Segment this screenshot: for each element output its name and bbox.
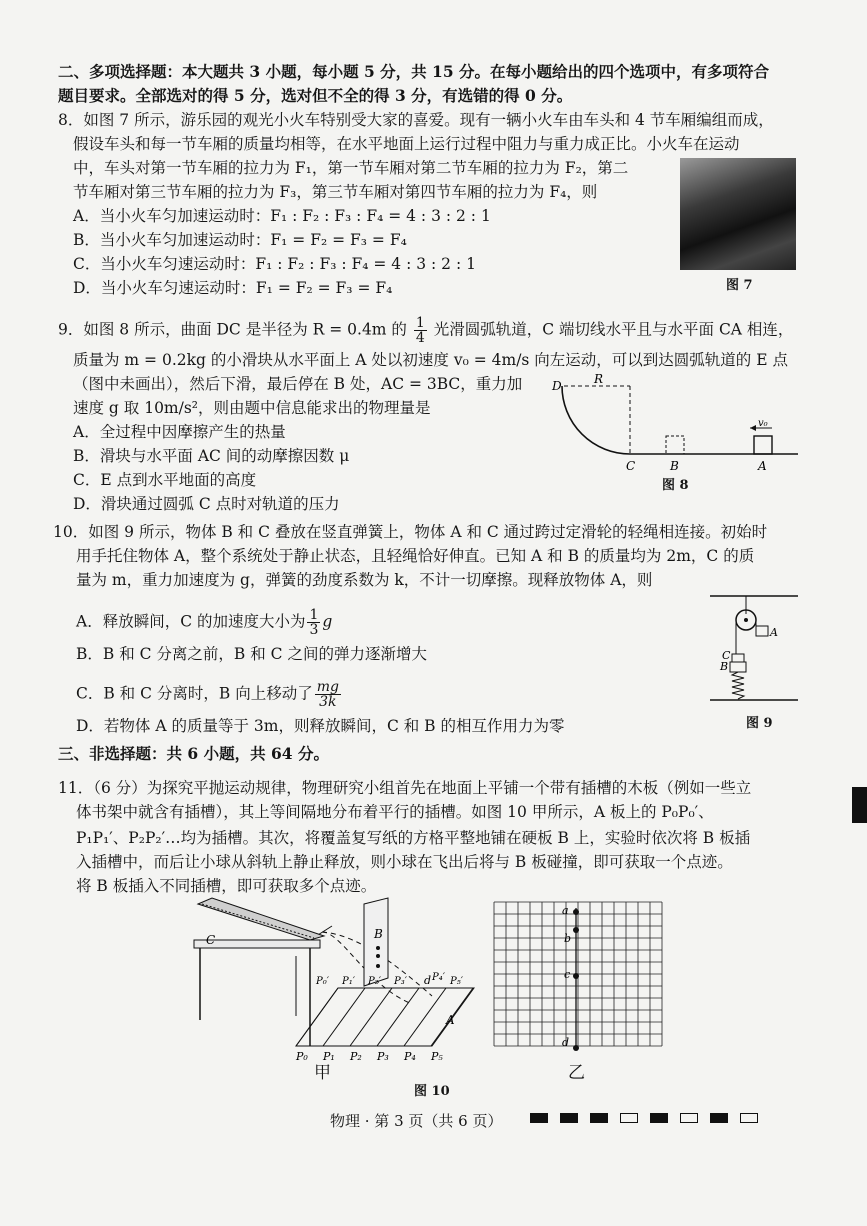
slot-4 <box>404 988 446 1046</box>
q8-line-4: 节车厢对第三节车厢的拉力为 F₃，第三节车厢对第四节车厢的拉力为 F₄，则 <box>73 183 598 201</box>
q8-line-3: 中，车头对第一节车厢的拉力为 F₁，第一节车厢对第二节车厢的拉力为 F₂，第二 <box>73 159 629 177</box>
slot-2 <box>350 988 392 1046</box>
label-a: A <box>446 1013 455 1027</box>
q8-option-d: D．当小火车匀速运动时：F₁ = F₂ = F₃ = F₄ <box>73 279 393 297</box>
side-tab-marker <box>852 787 867 823</box>
q10-line-2: 用手托住物体 A，整个系统处于静止状态，且轻绳恰好伸直。已知 A 和 B 的质量均为 2m，C 的质 <box>76 547 755 565</box>
spring <box>732 672 744 699</box>
q11-line-3: P₁P₁′、P₂P₂′…均为插槽。其次，将覆盖复写纸的方格平整地铺在硬板 B 上，实验时依次将 B 板插 <box>76 829 751 847</box>
label-c: C <box>206 933 216 947</box>
label-p4-top: P₄′ <box>432 972 446 983</box>
q9-line-2: 质量为 m = 0.2kg 的小滑块从水平面上 A 处以初速度 v₀ = 4m/s 向左运动，可以到达圆弧轨道的 E 点 <box>73 351 788 369</box>
block-a <box>756 626 768 636</box>
label-d: d <box>424 974 432 987</box>
q10-option-c <box>76 680 343 709</box>
q10-a-fraction <box>307 608 320 637</box>
q11-line-4: 入插槽中，而后让小球从斜轨上静止释放，则小球在飞出后将与 B 板碰撞，即可获取一个点迹。 <box>76 853 733 871</box>
footer-mark-filled <box>590 1113 608 1123</box>
block-at-a <box>754 436 772 454</box>
q8-option-c: C．当小火车匀速运动时：F₁ : F₂ : F₃ : F₄ = 4 : 3 : 2 : 1 <box>73 255 476 273</box>
figure-8-caption: 图 8 <box>662 478 689 493</box>
label-p1: P₁ <box>323 1050 335 1063</box>
sub-caption-jia: 甲 <box>314 1063 331 1083</box>
train-photo <box>680 158 796 270</box>
q10-c-den: 3k <box>319 694 337 710</box>
q8-option-b: B．当小火车匀加速运动时：F₁ = F₂ = F₃ = F₄ <box>73 231 407 249</box>
q10-option-a <box>76 608 332 637</box>
q9-frac-num: 1 <box>415 315 425 331</box>
q9-option-a: A．全过程中因摩擦产生的热量 <box>73 423 286 441</box>
incline-rail <box>198 898 324 940</box>
figure-7-caption: 图 7 <box>726 278 753 293</box>
figure-10-apparatus <box>192 896 482 1068</box>
section-2-heading-line-1: 二、多项选择题：本大题共 3 小题，每小题 5 分，共 15 分。在每小题给出的四个选项中，有多项符合 <box>58 62 770 81</box>
q10-c-num: mg <box>316 679 339 695</box>
label-p0-top: P₀′ <box>316 976 330 987</box>
label-p2-top: P₂′ <box>368 976 382 987</box>
q9-line-1 <box>58 316 793 345</box>
q10-option-a-text: A．释放瞬间，C 的加速度大小为 <box>76 612 306 631</box>
q9-option-c: C．E 点到水平地面的高度 <box>73 471 257 489</box>
block-at-b <box>666 436 684 454</box>
q8-option-a: A．当小火车匀加速运动时：F₁ : F₂ : F₃ : F₄ = 4 : 3 : 2 : 1 <box>73 207 491 225</box>
label-c: C <box>722 649 731 662</box>
label-p5-top: P₅′ <box>450 976 464 987</box>
label-v0: v₀ <box>758 418 768 429</box>
q10-line-3: 量为 m，重力加速度为 g，弹簧的劲度系数为 k，不计一切摩擦。现释放物体 A，则 <box>76 571 653 589</box>
figure-10-caption: 图 10 <box>414 1084 450 1099</box>
block-c <box>732 654 744 662</box>
label-p3: P₃ <box>377 1050 389 1063</box>
page-footer: 物理 · 第 3 页（共 6 页） <box>330 1112 503 1130</box>
q9-option-d: D．滑块通过圆弧 C 点时对轨道的压力 <box>73 495 340 513</box>
q10-line-1: 10．如图 9 所示，物体 B 和 C 叠放在竖直弹簧上，物体 A 和 C 通过跨过定滑轮的轻绳相连接。初始时 <box>53 523 768 541</box>
grid-label-d: d <box>562 1036 570 1049</box>
page-marks <box>530 1113 758 1123</box>
grid-point-b <box>573 927 579 933</box>
q9-line-1a: 9．如图 8 所示，曲面 DC 是半径为 R = 0.4m 的 <box>58 320 407 339</box>
label-c: C <box>626 459 636 473</box>
section-2-heading-line-2: 题目要求。全部选对的得 5 分，选对但不全的得 3 分，有选错的得 0 分。 <box>58 86 573 105</box>
q8-line-2: 假设车头和每一节车厢的质量均相等，在水平地面上运行过程中阻力与重力成正比。小火车在运动 <box>73 135 740 153</box>
trace-dot-3 <box>376 964 380 968</box>
footer-mark-empty <box>620 1113 638 1123</box>
figure-10-grid <box>492 900 668 1054</box>
footer-mark-filled <box>710 1113 728 1123</box>
sub-caption-yi: 乙 <box>568 1063 585 1083</box>
q8-line-1: 8．如图 7 所示，游乐园的观光小火车特别受大家的喜爱。现有一辆小火车由车头和 4 节车厢编组而成， <box>58 111 774 129</box>
q10-a-num: 1 <box>309 607 319 623</box>
grid-point-a <box>573 909 579 915</box>
q10-option-b: B．B 和 C 分离之前，B 和 C 之间的弹力逐渐增大 <box>76 645 427 663</box>
footer-mark-empty <box>740 1113 758 1123</box>
grid-point-d <box>573 1045 579 1051</box>
label-a: A <box>770 626 778 639</box>
grid-point-c <box>573 973 579 979</box>
q11-line-5: 将 B 板插入不同插槽，即可获取多个点迹。 <box>76 877 377 895</box>
q9-line-4: 速度 g 取 10m/s²，则由题中信息能求出的物理量是 <box>73 399 431 417</box>
footer-mark-filled <box>560 1113 578 1123</box>
q10-option-d: D．若物体 A 的质量等于 3m，则释放瞬间，C 和 B 的相互作用力为零 <box>76 717 565 735</box>
figure-9-caption: 图 9 <box>746 716 773 731</box>
q11-line-2: 体书架中就含有插槽），其上等间隔地分布着平行的插槽。如图 10 甲所示，A 板上的 P₀P₀′、 <box>76 803 714 821</box>
label-b: B <box>374 927 383 941</box>
arrow-head <box>750 425 756 431</box>
q9-line-3: （图中未画出），然后下滑，最后停在 B 处，AC = 3BC，重力加 <box>73 375 523 393</box>
label-p4: P₄ <box>404 1050 416 1063</box>
label-d: D <box>552 379 562 393</box>
trace-dot-1 <box>376 946 380 950</box>
label-a: A <box>758 459 767 473</box>
footer-mark-empty <box>680 1113 698 1123</box>
footer-mark-filled <box>530 1113 548 1123</box>
pulley-axle <box>744 618 748 622</box>
q10-option-a-g: g <box>322 612 333 631</box>
label-p2: P₂ <box>350 1050 362 1063</box>
q9-fraction <box>414 316 427 345</box>
label-p5: P₅ <box>431 1050 443 1063</box>
grid-label-a: a <box>562 904 569 917</box>
q10-option-c-text: C．B 和 C 分离时，B 向上移动了 <box>76 684 313 703</box>
label-r: R <box>594 372 604 386</box>
q9-frac-den: 4 <box>415 330 425 346</box>
footer-mark-filled <box>650 1113 668 1123</box>
grid-label-c: c <box>564 968 571 981</box>
arc-track <box>562 386 630 454</box>
board-b <box>364 898 388 986</box>
q9-option-b: B．滑块与水平面 AC 间的动摩擦因数 μ <box>73 447 350 465</box>
label-p1-top: P₁′ <box>342 976 356 987</box>
grid-label-b: b <box>564 932 572 945</box>
label-b: B <box>720 660 729 673</box>
label-p0: P₀ <box>296 1050 308 1063</box>
q10-a-den: 3 <box>309 622 319 638</box>
figure-9-diagram <box>706 592 802 710</box>
q11-line-1: 11．（6 分）为探究平抛运动规律，物理研究小组首先在地面上平铺一个带有插槽的木板（例如一些立 <box>58 779 752 797</box>
section-3-heading: 三、非选择题：共 6 小题，共 64 分。 <box>58 744 329 763</box>
trace-dot-2 <box>376 954 380 958</box>
block-b <box>730 662 746 672</box>
slot-0 <box>296 988 338 1046</box>
q10-c-fraction <box>315 680 341 709</box>
q9-line-1b: 光滑圆弧轨道，C 端切线水平且与水平面 CA 相连， <box>433 320 794 339</box>
label-b: B <box>670 459 679 473</box>
label-p3-top: P₃′ <box>394 976 408 987</box>
slot-1 <box>323 988 365 1046</box>
